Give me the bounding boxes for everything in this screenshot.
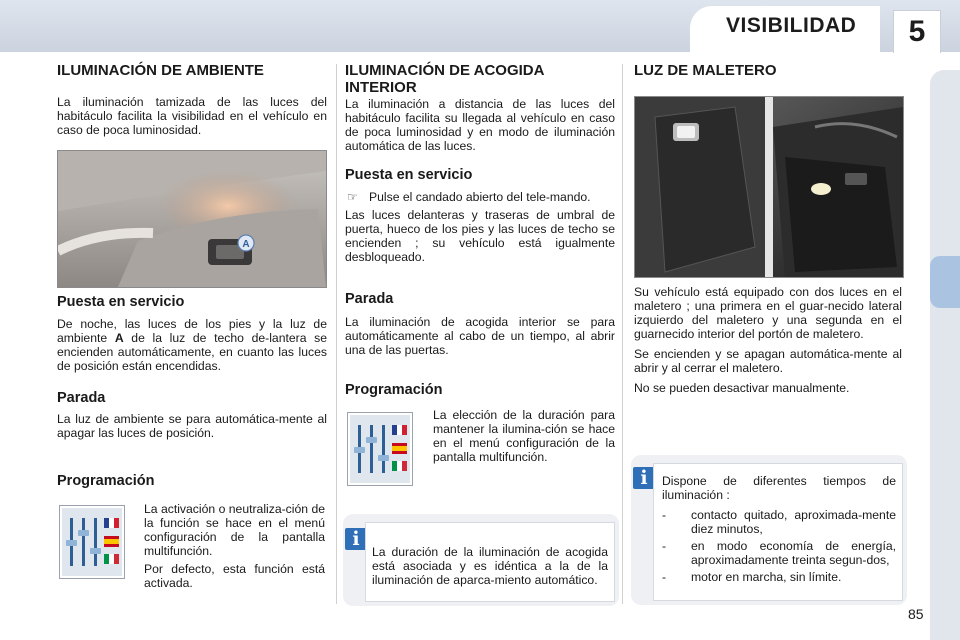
ambient-light-photo	[57, 150, 327, 288]
trunk-light-photo	[634, 96, 904, 278]
trunk-text-3: No se pueden desactivar manualmente.	[634, 381, 850, 395]
welcome-info-panel	[365, 522, 615, 602]
dash-marker: -	[662, 539, 667, 553]
welcome-sliders-flags-icon	[348, 413, 412, 485]
trunk-info-box	[631, 455, 907, 605]
section-title-ambient: ILUMINACIÓN DE AMBIENTE	[57, 62, 264, 79]
trunk-info-icon: i	[633, 467, 655, 489]
sliders-flags-icon	[60, 506, 124, 578]
welcome-puesta-text: Las luces delanteras y traseras de umbral de puerta, hueco de los pies y las luces de techo se encienden ; su vehículo está igualmente desbloqueado.	[345, 208, 615, 264]
ambient-puesta-text-2: de la luz de techo de-lantera se encienden automáticamente, en cuanto las luces de posición están encendidas.	[57, 331, 328, 373]
welcome-prog-title: Programación	[345, 382, 443, 398]
welcome-intro: La iluminación a distancia de las luces del habitáculo facilita su llegada al vehículo en caso de poca luminosidad y en modo de iluminación automática de las luces.	[345, 97, 615, 153]
trunk-info-panel	[653, 463, 903, 601]
welcome-info-box	[343, 514, 619, 606]
ambient-parada-text: La luz de ambiente se para automática-mente al apagar las luces de posición.	[57, 412, 327, 440]
section-title-trunk: LUZ DE MALETERO	[634, 62, 777, 79]
welcome-puesta-item-text: Pulse el candado abierto del tele-mando.	[369, 190, 591, 204]
ambient-puesta-bold: A	[114, 331, 124, 345]
ambient-parada-title: Parada	[57, 390, 106, 406]
welcome-parada-text: La iluminación de acogida interior se para automáticamente al cabo de un tiempo, al abrir una de las puertas.	[345, 315, 615, 357]
welcome-prog-text: La elección de la duración para mantener la ilumina-ción se hace en el menú configuración de la pantalla multifunción.	[433, 408, 615, 464]
column-divider-1	[336, 64, 337, 604]
page-number: 85	[908, 606, 924, 622]
welcome-puesta-item	[345, 190, 615, 204]
list-item	[662, 570, 896, 584]
side-rail	[930, 70, 960, 640]
ambient-light-illustration	[58, 151, 326, 287]
welcome-puesta-title: Puesta en servicio	[345, 167, 473, 183]
welcome-parada-title: Parada	[345, 291, 394, 307]
list-item-text: en modo economía de energía, aproximadamente treinta segun-dos,	[691, 539, 896, 567]
column-divider-2	[622, 64, 623, 604]
trunk-text-1: Su vehículo está equipado con dos luces en el maletero ; una primera en el guar-necido lateral izquierdo del maletero y una segunda en el guarnecido interior del portón de maletero.	[634, 285, 902, 341]
dash-marker: -	[662, 508, 667, 522]
photo-marker-a: A	[242, 239, 250, 250]
chapter-badge	[893, 10, 941, 53]
trunk-illustration	[635, 97, 903, 277]
list-item-text: contacto quitado, aproximada-mente diez minutos,	[691, 508, 896, 536]
list-item	[662, 508, 896, 536]
trunk-info-list	[662, 508, 896, 584]
list-item-text: motor en marcha, sin límite.	[691, 570, 842, 584]
chapter-number: 5	[908, 15, 926, 48]
welcome-info-text: La duración de la iluminación de acogida está asociada y es idéntica a la de la iluminación de aparca-miento automático.	[372, 545, 608, 587]
section-ambient	[57, 62, 327, 79]
settings-menu-icon	[59, 505, 125, 579]
list-item	[662, 539, 896, 567]
trunk-info-intro: Dispone de diferentes tiempos de iluminación :	[662, 474, 896, 502]
ambient-puesta-text	[57, 317, 327, 373]
ambient-prog-text-1: La activación o neutraliza-ción de la función se hace en el menú configuración de la pantalla multifunción.	[144, 502, 325, 558]
page-title: VISIBILIDAD	[726, 14, 857, 37]
ambient-prog-title: Programación	[57, 473, 155, 489]
welcome-settings-menu-icon	[347, 412, 413, 486]
pointing-hand-icon: ☞	[347, 190, 358, 204]
ambient-puesta-text-1: De noche, las luces de los pies y la luz de ambiente	[57, 317, 327, 345]
info-icon: i	[345, 528, 367, 550]
dash-marker: -	[662, 570, 667, 584]
trunk-text-2: Se encienden y se apagan automática-mente al abrir y al cerrar el maletero.	[634, 347, 902, 375]
side-rail-tab	[930, 256, 960, 308]
section-title-welcome: ILUMINACIÓN DE ACOGIDA INTERIOR	[345, 62, 544, 96]
ambient-prog-text-2: Por defecto, esta función está activada.	[144, 562, 325, 590]
ambient-puesta-title: Puesta en servicio	[57, 294, 185, 310]
ambient-intro: La iluminación tamizada de las luces del habitáculo facilita la visibilidad en el vehículo en caso de poca luminosidad.	[57, 95, 327, 137]
